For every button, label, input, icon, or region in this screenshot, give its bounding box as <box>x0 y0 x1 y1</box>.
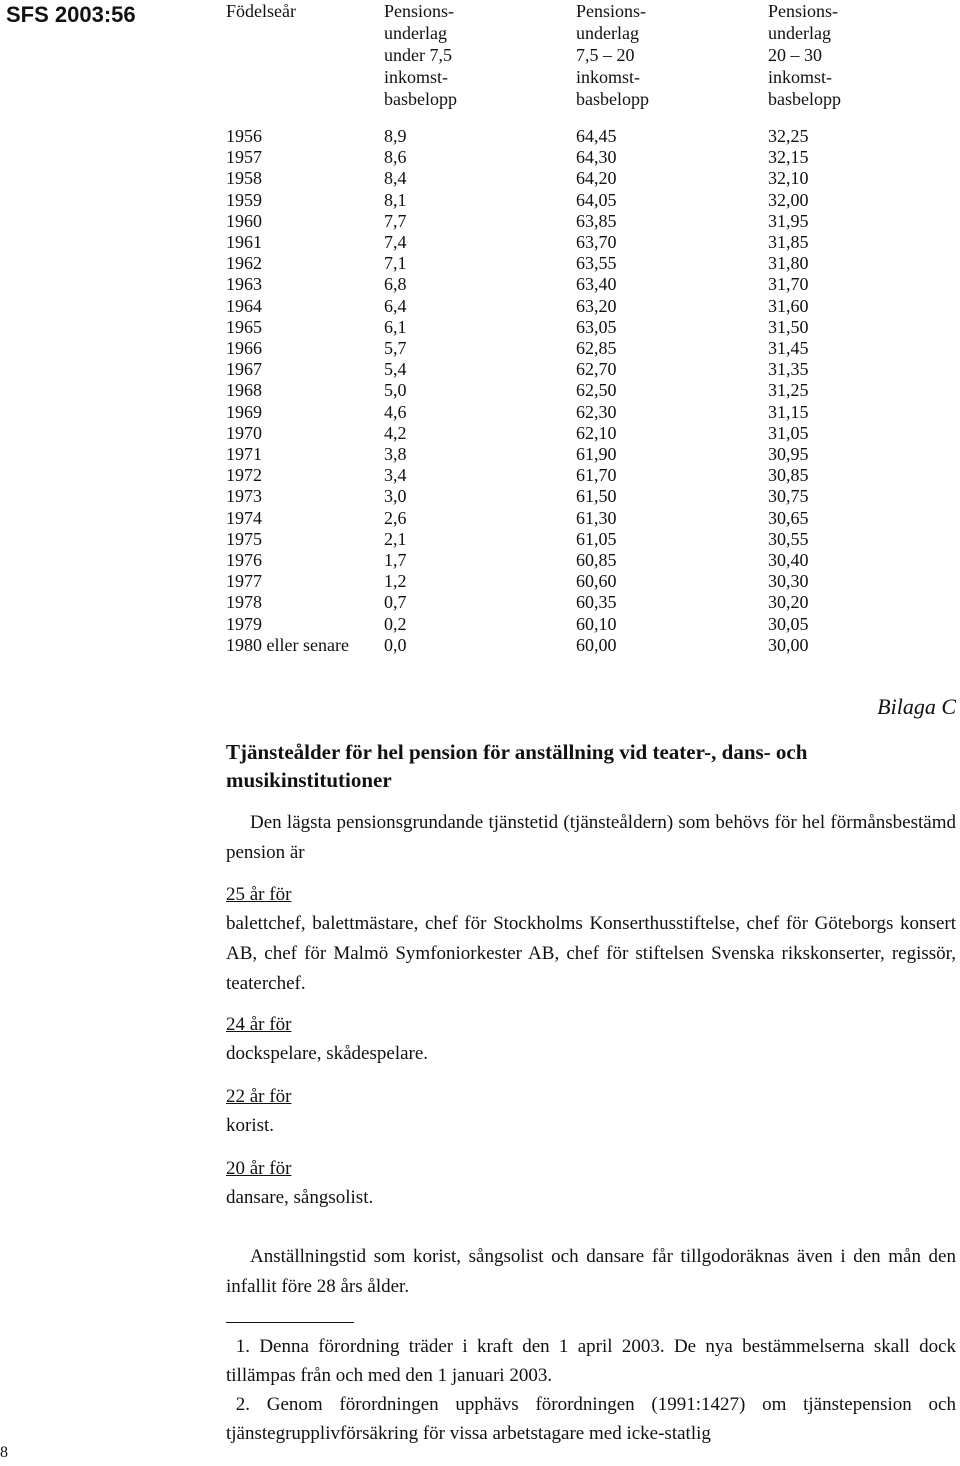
table-row <box>226 147 898 168</box>
page-number: 8 <box>0 1444 8 1461</box>
table-cell: 0,7 <box>384 592 407 613</box>
table-row <box>226 508 898 529</box>
table-cell: 30,40 <box>768 550 809 571</box>
table-row <box>226 465 898 486</box>
table-cell: 62,85 <box>576 338 617 359</box>
table-cell: 60,00 <box>576 634 617 655</box>
footnote-1-text: Denna förordning träder i kraft den 1 april 2003. De nya bestämmelserna skall dock tillämpas från och med den 1 januari 2003. <box>226 1336 956 1386</box>
table-cell: 1972 <box>226 465 262 486</box>
table-cell: 32,15 <box>768 147 809 168</box>
table-cell: 61,70 <box>576 465 617 486</box>
table-cell: 61,30 <box>576 507 617 528</box>
table-cell: 30,65 <box>768 507 809 528</box>
table-cell: 6,1 <box>384 316 407 337</box>
table-cell: 30,30 <box>768 571 809 592</box>
group-24-text: dockspelare, skådespelare. <box>226 1043 429 1064</box>
table-cell: 1978 <box>226 592 262 613</box>
table-cell: 30,55 <box>768 528 809 549</box>
table-cell: 62,10 <box>576 422 617 443</box>
table-row <box>226 253 898 274</box>
table-cell: 32,00 <box>768 189 809 210</box>
table-cell: 1974 <box>226 507 262 528</box>
footnote-2 <box>226 1390 956 1448</box>
table-cell: 62,70 <box>576 359 617 380</box>
table-cell: 31,60 <box>768 295 809 316</box>
table-cell: 63,55 <box>576 253 617 274</box>
table-cell: 63,70 <box>576 232 617 253</box>
table-cell: 4,6 <box>384 401 407 422</box>
table-row <box>226 317 898 338</box>
table-cell: 7,1 <box>384 253 407 274</box>
table-cell: 32,10 <box>768 168 809 189</box>
footnote-rule <box>226 1322 354 1323</box>
note-paragraph: Anställningstid som korist, sångsolist och dansare får tillgodoräknas även i den mån den infallit före 28 års ålder. <box>226 1246 956 1297</box>
group-22-heading: 22 år för <box>226 1086 292 1107</box>
table-cell: 31,45 <box>768 338 809 359</box>
table-cell: 6,8 <box>384 274 407 295</box>
table-cell: 63,40 <box>576 274 617 295</box>
column-header-birth-year: Födelseår <box>226 1 296 21</box>
table-cell: 1971 <box>226 444 262 465</box>
table-cell: 60,35 <box>576 592 617 613</box>
table-cell: 1975 <box>226 528 262 549</box>
table-cell: 1957 <box>226 147 262 168</box>
footnote-2-text: Genom förordningen upphävs förordningen (1991:1427) om tjänstepension och tjänstegrupplivförsäkring för vissa arbetstagare med icke-statlig <box>226 1394 956 1444</box>
table-cell: 60,60 <box>576 571 617 592</box>
table-cell: 31,25 <box>768 380 809 401</box>
table-cell: 61,05 <box>576 528 617 549</box>
table-header-row <box>226 0 898 126</box>
table-cell: 1960 <box>226 210 262 231</box>
table-row <box>226 211 898 232</box>
table-cell: 1956 <box>226 126 262 146</box>
table-cell: 1961 <box>226 232 262 253</box>
table-cell: 1977 <box>226 571 262 592</box>
group-25-text: balettchef, balettmästare, chef för Stockholms Konserthusstiftelse, chef för Göteborgs konsert AB, chef för Malmö Symfoniorkester AB, chef för stiftelsen Svenska rikskonserter, regissör, teaterchef. <box>226 913 956 994</box>
table-cell: 31,05 <box>768 422 809 443</box>
table-cell: 1965 <box>226 316 262 337</box>
table-row <box>226 614 898 635</box>
table-cell: 64,05 <box>576 189 617 210</box>
table-cell: 8,9 <box>384 126 407 146</box>
table-cell: 2,6 <box>384 507 407 528</box>
section-title: Tjänsteålder för hel pension för anställning vid teater-, dans- och musikinstitutioner <box>226 740 808 792</box>
table-cell: 31,70 <box>768 274 809 295</box>
table-cell: 60,85 <box>576 550 617 571</box>
table-cell: 32,25 <box>768 126 809 146</box>
footnote-2-number: 2. <box>235 1394 250 1415</box>
table-cell: 8,4 <box>384 168 407 189</box>
table-cell: 63,85 <box>576 210 617 231</box>
table-cell: 1980 eller senare <box>226 634 349 655</box>
table-cell: 5,0 <box>384 380 407 401</box>
table-row <box>226 274 898 295</box>
table-cell: 31,35 <box>768 359 809 380</box>
group-24-heading: 24 år för <box>226 1014 292 1035</box>
table-cell: 62,30 <box>576 401 617 422</box>
table-cell: 30,85 <box>768 465 809 486</box>
appendix-label: Bilaga C <box>877 694 956 719</box>
table-row <box>226 444 898 465</box>
column-header-20-30: Pensions- underlag 20 – 30 inkomst- basbelopp <box>768 1 841 109</box>
column-header-under-7-5: Pensions- underlag under 7,5 inkomst- basbelopp <box>384 1 457 109</box>
table-cell: 61,90 <box>576 444 617 465</box>
table-row <box>226 190 898 211</box>
table-cell: 1967 <box>226 359 262 380</box>
table-cell: 1,7 <box>384 550 407 571</box>
footnote-1-number: 1. <box>235 1336 250 1357</box>
table-cell: 0,2 <box>384 613 407 634</box>
table-cell: 64,30 <box>576 147 617 168</box>
table-cell: 5,4 <box>384 359 407 380</box>
table-row <box>226 635 898 656</box>
group-20-heading: 20 år för <box>226 1158 292 1179</box>
table-cell: 1966 <box>226 338 262 359</box>
table-cell: 31,85 <box>768 232 809 253</box>
table-row <box>226 359 898 380</box>
table-cell: 30,75 <box>768 486 809 507</box>
table-row <box>226 338 898 359</box>
table-cell: 1973 <box>226 486 262 507</box>
table-row <box>226 380 898 401</box>
table-cell: 31,15 <box>768 401 809 422</box>
table-cell: 1958 <box>226 168 262 189</box>
table-row <box>226 571 898 592</box>
table-cell: 62,50 <box>576 380 617 401</box>
sfs-number: SFS 2003:56 <box>6 2 136 27</box>
table-cell: 1968 <box>226 380 262 401</box>
table-cell: 64,45 <box>576 126 617 146</box>
table-cell: 8,6 <box>384 147 407 168</box>
table-cell: 30,05 <box>768 613 809 634</box>
table-cell: 63,05 <box>576 316 617 337</box>
table-cell: 60,10 <box>576 613 617 634</box>
table-body <box>226 126 898 656</box>
table-cell: 7,7 <box>384 210 407 231</box>
table-cell: 63,20 <box>576 295 617 316</box>
column-header-7-5-20: Pensions- underlag 7,5 – 20 inkomst- basbelopp <box>576 1 649 109</box>
pension-table <box>226 0 898 656</box>
table-row <box>226 529 898 550</box>
table-cell: 1964 <box>226 295 262 316</box>
table-cell: 1976 <box>226 550 262 571</box>
table-cell: 2,1 <box>384 528 407 549</box>
table-row <box>226 168 898 189</box>
table-cell: 7,4 <box>384 232 407 253</box>
table-cell: 1963 <box>226 274 262 295</box>
group-25-heading: 25 år för <box>226 884 292 905</box>
intro-paragraph: Den lägsta pensionsgrundande tjänstetid (tjänsteåldern) som behövs för hel förmånsbestämd pension är <box>226 812 956 863</box>
table-cell: 1959 <box>226 189 262 210</box>
table-row <box>226 232 898 253</box>
group-22-text: korist. <box>226 1115 275 1136</box>
table-row <box>226 423 898 444</box>
table-cell: 1,2 <box>384 571 407 592</box>
table-cell: 6,4 <box>384 295 407 316</box>
table-cell: 30,20 <box>768 592 809 613</box>
table-row <box>226 592 898 613</box>
table-row <box>226 402 898 423</box>
table-cell: 31,95 <box>768 210 809 231</box>
table-row <box>226 296 898 317</box>
table-cell: 3,0 <box>384 486 407 507</box>
table-cell: 31,50 <box>768 316 809 337</box>
table-cell: 0,0 <box>384 634 407 655</box>
table-cell: 1979 <box>226 613 262 634</box>
table-cell: 3,4 <box>384 465 407 486</box>
table-cell: 30,95 <box>768 444 809 465</box>
table-cell: 3,8 <box>384 444 407 465</box>
table-cell: 4,2 <box>384 422 407 443</box>
table-cell: 1962 <box>226 253 262 274</box>
table-cell: 8,1 <box>384 189 407 210</box>
table-row <box>226 126 898 147</box>
table-cell: 61,50 <box>576 486 617 507</box>
table-cell: 30,00 <box>768 634 809 655</box>
table-row <box>226 550 898 571</box>
table-cell: 5,7 <box>384 338 407 359</box>
footnote-1 <box>226 1332 956 1390</box>
group-20-text: dansare, sångsolist. <box>226 1187 374 1208</box>
table-cell: 1969 <box>226 401 262 422</box>
table-cell: 31,80 <box>768 253 809 274</box>
table-cell: 1970 <box>226 422 262 443</box>
table-row <box>226 486 898 507</box>
table-cell: 64,20 <box>576 168 617 189</box>
